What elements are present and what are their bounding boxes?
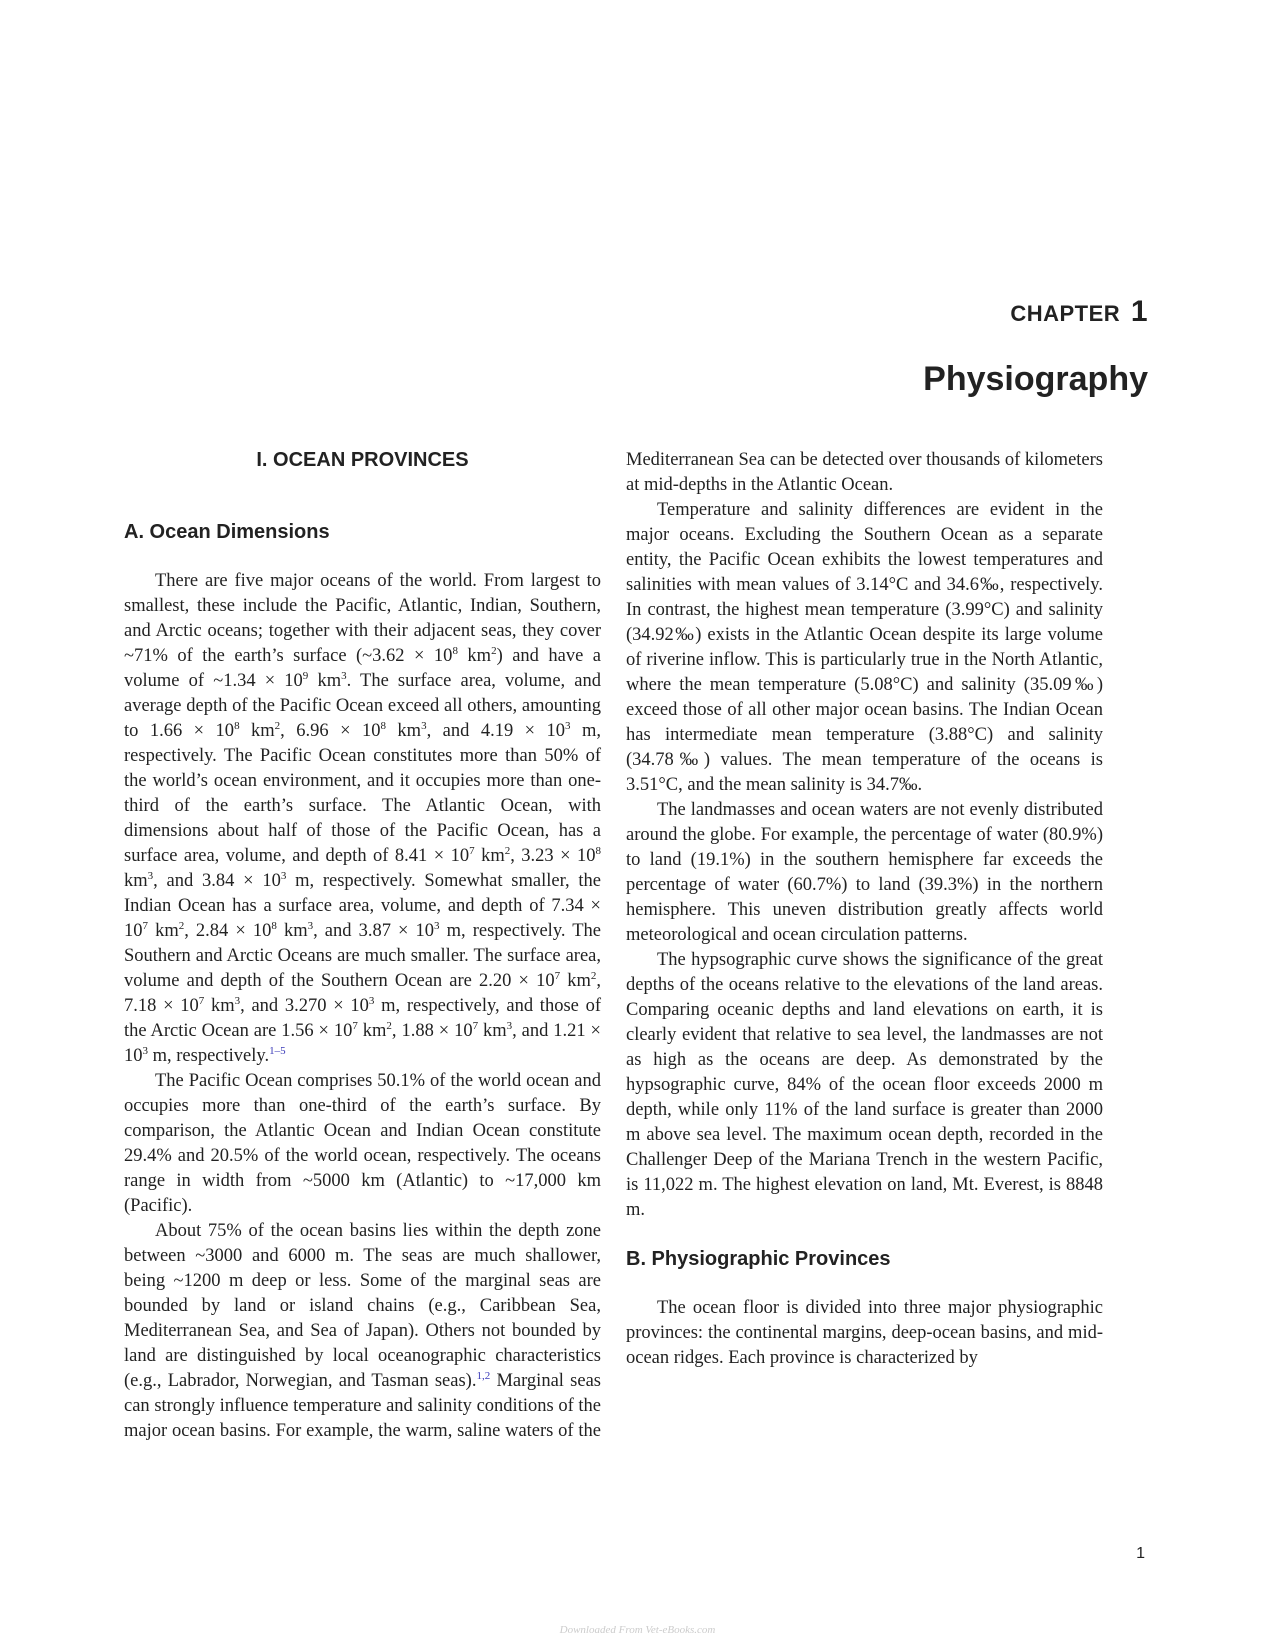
- chapter-number: 1: [1130, 295, 1148, 328]
- subsection-heading-physiographic-provinces: B. Physiographic Provinces: [626, 1248, 891, 1270]
- left-column: [124, 448, 1103, 1448]
- spacer: [626, 1272, 1103, 1296]
- chapter-title: Physiography: [923, 360, 1148, 398]
- chapter-word: CHAPTER: [1010, 301, 1121, 326]
- paragraph-ocean-dimensions-5: The landmasses and ocean waters are not evenly distributed around the globe. For example, the percentage of water (80.9%) to land (19.1%) in the southern hemisphere far exceeds the percentage of water (60.7%) to land (39.3%) in the northern hemisphere. This uneven distribution greatly affects world meteorological and ocean circulation patterns.: [626, 800, 1103, 945]
- paragraph-ocean-dimensions-4: Temperature and salinity differences are evident in the major oceans. Excluding the Southern Ocean as a separate entity, the Pacific Ocean exhibits the lowest temperatures and salinities with mean values of 3.14°C and 34.6‰, respectively. In contrast, the highest mean temperature (3.99°C) and salinity (34.92‰) exists in the Atlantic Ocean despite its large volume of riverine inflow. This is particularly true in the North Atlantic, where the mean temperature (5.08°C) and salinity (35.09‰) exceed those of all other major ocean basins. The Indian Ocean has intermediate mean temperature (3.88°C) and salinity (34.78‰) values. The mean temperature of the oceans is 3.51°C, and the mean salinity is 34.7‰.: [626, 500, 1103, 795]
- paragraph-ocean-dimensions-6: The hypsographic curve shows the significance of the great depths of the oceans relative to the elevations of the land areas. Comparing oceanic depths and land elevations on earth, it is clearly evident that relative to sea level, the landmasses are not as high as the oceans are deep. As demonstrated by the hypsographic curve, 84% of the ocean floor exceeds 2000 m depth, while only 11% of the land surface is greater than 2000 m above sea level. The maximum ocean depth, recorded in the Challenger Deep of the Mariana Trench in the western Pacific, is 11,022 m. The highest elevation on land, Mt. Everest, is 8848 m.: [626, 950, 1103, 1220]
- paragraph-ocean-dimensions-2: The Pacific Ocean comprises 50.1% of the world ocean and occupies more than one-third of the earth’s surface. By comparison, the Atlantic Ocean and Indian Ocean constitute 29.4% and 20.5% of the world ocean, respectively. The oceans range in width from ~5000 km (Atlantic) to ~17,000 km (Pacific).: [124, 1071, 601, 1216]
- chapter-label: [1010, 295, 1148, 329]
- spacer: [626, 1223, 1103, 1247]
- paragraph-ocean-dimensions-1: There are five major oceans of the world. From largest to smallest, these include the Pacific, Atlantic, Indian, Southern, and Arctic oceans; together with their adjacent seas, they cover ~71% of the earth’s surface (~3.62 × $10^8$ $km^2$) and have a volume of ~1.34 × $10^9$ $km^3$. The surface area, volume, and average depth of the Pacific Ocean exceed all others, amounting to $1.66 \times 10^8$ $km^2$, $6.96 \times 10^8$ $km^3$, and $4.19 \times 10^3$ m, respectively. The Pacific Ocean constitutes more than 50% of the world’s ocean environment, and it occupies more than one-third of the earth’s surface. The Atlantic Ocean, with dimensions about half of those of the Pacific Ocean, has a surface area, volume, and depth of $8.41 \times 10^7$ $km^2$, $3.23 \times 10^8$ $km^3$, and $3.84 \times 10^3$ m, respectively. Somewhat smaller, the Indian Ocean has a surface area, volume, and depth of $7.34 \times 10^7$ $km^2$, $2.84 \times 10^8$ $km^3$, and $3.87 \times 10^3$ m, respectively. The Southern and Arctic Oceans are much smaller. The surface area, volume and depth of the Southern Ocean are $2.20 \times 10^7$ $km^2$, $7.18 \times 10^7$ $km^3$, and $3.270 \times 10^3$ m, respectively, and those of the Arctic Ocean are $1.56 \times 10^7$ $km^2$, $1.88 \times 10^7$ $km^3$, and $1.21 \times 10^3$ m, respectively.$^{1-5}$: [124, 571, 602, 1066]
- citation-ref-1-5[interactable]: 1–5: [269, 1045, 286, 1057]
- paragraph-ocean-dimensions-3: About 75% of the ocean basins lies within the depth zone between ~3000 and 6000 m. The seas are much shallower, being ~1200 m deep or less. Some of the marginal seas are bounded by land or island chains (e.g., Caribbean Sea, Mediterranean Sea, and Sea of Japan). Others not bounded by land are distinguished by local oceanographic characteristics (e.g., Labrador, Norwegian, and Tasman seas).$^{1,2}$ Marginal seas can strongly influence temperature and salinity conditions of the major ocean basins. For example, the warm, saline waters of the Mediterranean Sea can be detected over thousands of kilometers at mid-depths in the Atlantic Ocean.: [124, 450, 1103, 1441]
- paragraph-physiographic-provinces-1: The ocean floor is divided into three major physiographic provinces: the continental margins, deep-ocean basins, and mid-ocean ridges. Each province is characterized by: [626, 1298, 1103, 1368]
- watermark: Downloaded From Vet-eBooks.com: [559, 1624, 716, 1636]
- page-number: 1: [1136, 1545, 1145, 1562]
- subsection-heading-ocean-dimensions: A. Ocean Dimensions: [124, 521, 330, 543]
- citation-ref-1-2[interactable]: 1,2: [476, 1370, 491, 1382]
- section-heading-ocean-provinces: I. OCEAN PROVINCES: [256, 449, 469, 471]
